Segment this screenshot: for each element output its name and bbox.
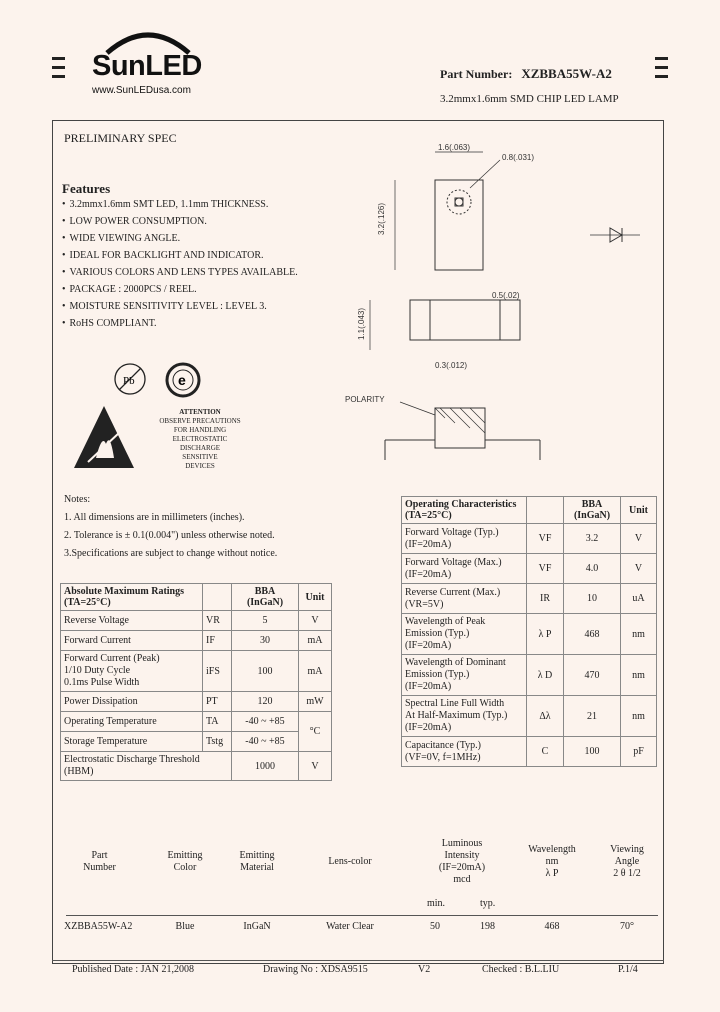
feature-item: • PACKAGE : 2000PCS / REEL. [62, 284, 362, 295]
esd-warning-icon [72, 404, 136, 470]
sel-header-typ: typ. [480, 898, 496, 909]
op-char-unit: V [621, 554, 657, 584]
note-item: 2. Tolerance is ± 0.1(0.004") unless otherwise noted. [64, 530, 275, 541]
sel-header-intensity: Luminous Intensity (IF=20mA) mcd [438, 838, 486, 885]
sunled-logo: SunLED [92, 50, 202, 82]
sel-header-color: Emitting Color [167, 850, 203, 873]
op-char-val: 468 [564, 614, 621, 655]
attention-line: FOR HANDLING [173, 426, 227, 434]
op-char-unit: pF [621, 737, 657, 767]
abs-max-unit: °C [299, 712, 332, 752]
abs-max-param: Storage Temperature [61, 732, 203, 752]
op-char-val: 3.2 [564, 524, 621, 554]
op-char-val: 100 [564, 737, 621, 767]
abs-max-unit: mA [299, 631, 332, 651]
footer-checked: Checked : B.L.LIU [482, 964, 560, 975]
sel-row-min: 50 [430, 921, 440, 932]
op-char-val: 21 [564, 696, 621, 737]
sel-row-part: XZBBA55W-A2 [64, 921, 133, 932]
notes-title: Notes: [64, 494, 91, 505]
abs-max-param: Forward Current (Peak) 1/10 Duty Cycle 0.1ms Pulse Width [61, 651, 203, 692]
feature-item: • LOW POWER CONSUMPTION. [62, 216, 362, 227]
op-char-param: Spectral Line Full Width At Half-Maximum (Typ.) (IF=20mA) [402, 696, 527, 737]
part-number-line [440, 66, 612, 82]
attention-line: ELECTROSTATIC [172, 435, 228, 443]
esd-attention-text [150, 408, 250, 471]
abs-max-unit: mA [299, 651, 332, 692]
footer-version: V2 [418, 964, 431, 975]
preliminary-label: PRELIMINARY SPEC [64, 131, 177, 145]
sel-header-min: min. [427, 898, 446, 909]
attention-line: DISCHARGE [179, 444, 221, 452]
feature-item: • IDEAL FOR BACKLIGHT AND INDICATOR. [62, 250, 362, 261]
op-char-sym: λ D [527, 655, 564, 696]
op-char-header-param: Operating Characteristics (TA=25°C) [402, 497, 527, 524]
op-char-table [401, 496, 657, 767]
features-title: Features [62, 181, 111, 196]
rohs-icon [165, 362, 201, 398]
dim-pad: 0.8(.031) [502, 153, 535, 162]
pb-text: Pb [123, 375, 135, 387]
abs-max-sym: Tstg [203, 732, 232, 752]
op-char-param: Forward Voltage (Typ.) (IF=20mA) [402, 524, 527, 554]
note-item: 3.Specifications are subject to change without notice. [64, 548, 278, 559]
attention-line: SENSITIVE [182, 453, 218, 461]
feature-item: • RoHS COMPLIANT. [62, 318, 362, 329]
notes [64, 491, 277, 563]
feature-item: • WIDE VIEWING ANGLE. [62, 233, 362, 244]
left-bars [52, 57, 65, 84]
abs-max-param: Forward Current [61, 631, 203, 651]
abs-max-val: -40 ~ +85 [232, 732, 299, 752]
abs-max-sym: TA [203, 712, 232, 732]
abs-max-sym: iFS [203, 651, 232, 692]
sel-header-wavelength: Wavelength nm λ P [528, 844, 576, 879]
abs-max-unit: V [299, 611, 332, 631]
abs-max-val: 120 [232, 692, 299, 712]
op-char-header-val: BBA (InGaN) [564, 497, 621, 524]
op-char-val: 470 [564, 655, 621, 696]
website-url[interactable]: www.SunLEDusa.com [92, 85, 191, 96]
feature-item: • 3.2mmx1.6mm SMT LED, 1.1mm THICKNESS. [62, 199, 362, 210]
sel-row-color: Blue [175, 921, 195, 932]
sel-row-typ: 198 [480, 921, 495, 932]
abs-max-unit: mW [299, 692, 332, 712]
pb-free-icon [113, 362, 147, 396]
attention-line: ATTENTION [179, 408, 221, 416]
feature-item: • VARIOUS COLORS AND LENS TYPES AVAILABLE. [62, 267, 362, 278]
abs-max-val: 5 [232, 611, 299, 631]
op-char-unit: nm [621, 614, 657, 655]
op-char-sym: Δλ [527, 696, 564, 737]
op-char-sym: IR [527, 584, 564, 614]
sel-header-angle: Viewing Angle 2 θ 1/2 [610, 844, 644, 879]
dim-thick: 1.1(.043) [357, 307, 366, 340]
abs-max-param: Operating Temperature [61, 712, 203, 732]
dim-b: 0.5(.02) [492, 291, 520, 300]
abs-max-val: 100 [232, 651, 299, 692]
right-bars [655, 57, 668, 84]
op-char-param: Forward Voltage (Max.) (IF=20mA) [402, 554, 527, 584]
sel-row-lens: Water Clear [326, 921, 374, 932]
product-description: 3.2mmx1.6mm SMD CHIP LED LAMP [440, 93, 619, 105]
abs-max-param: Power Dissipation [61, 692, 203, 712]
op-char-header-sym [527, 497, 564, 524]
attention-line: OBSERVE PRECAUTIONS [159, 417, 241, 425]
op-char-header-unit: Unit [621, 497, 657, 524]
abs-max-header-param: Absolute Maximum Ratings (TA=25°C) [61, 584, 203, 611]
feature-item: • MOISTURE SENSITIVITY LEVEL : LEVEL 3. [62, 301, 362, 312]
note-item: 1. All dimensions are in millimeters (inches). [64, 512, 245, 523]
abs-max-header-unit: Unit [299, 584, 332, 611]
sel-header-material: Emitting Material [239, 850, 275, 873]
op-char-param: Wavelength of Peak Emission (Typ.) (IF=20mA) [402, 614, 527, 655]
sel-divider [66, 915, 658, 916]
sel-header-lens: Lens-color [328, 856, 372, 867]
sel-row-material: InGaN [243, 921, 271, 932]
op-char-unit: uA [621, 584, 657, 614]
footer-page: P.1/4 [618, 964, 638, 975]
sel-header-part: Part Number [83, 850, 116, 873]
sel-row-wavelength: 468 [544, 921, 560, 932]
abs-max-unit: V [299, 752, 332, 781]
op-char-unit: nm [621, 655, 657, 696]
abs-max-val: 1000 [232, 752, 299, 781]
abs-max-param: Reverse Voltage [61, 611, 203, 631]
op-char-sym: VF [527, 524, 564, 554]
dim-top: 1.6(.063) [438, 143, 471, 152]
op-char-unit: nm [621, 696, 657, 737]
op-char-param: Reverse Current (Max.) (VR=5V) [402, 584, 527, 614]
rohs-text: e [178, 372, 186, 388]
abs-max-sym: PT [203, 692, 232, 712]
part-number-value: XZBBA55W-A2 [521, 66, 612, 81]
footer-published: Published Date : JAN 21,2008 [72, 964, 194, 975]
op-char-val: 10 [564, 584, 621, 614]
footer-drawing: Drawing No : XDSA9515 [263, 964, 368, 975]
selection-guide [52, 836, 664, 946]
abs-max-table [60, 583, 332, 781]
abs-max-param: Electrostatic Discharge Threshold (HBM) [61, 752, 232, 781]
op-char-param: Wavelength of Dominant Emission (Typ.) (IF=20mA) [402, 655, 527, 696]
abs-max-header-sym [203, 584, 232, 611]
op-char-sym: λ P [527, 614, 564, 655]
polarity-label: POLARITY [345, 395, 385, 404]
dim-side: 3.2(.126) [377, 202, 386, 235]
abs-max-val: 30 [232, 631, 299, 651]
footer-divider [52, 960, 664, 961]
abs-max-val: -40 ~ +85 [232, 712, 299, 732]
op-char-sym: VF [527, 554, 564, 584]
attention-line: DEVICES [185, 462, 215, 470]
op-char-unit: V [621, 524, 657, 554]
package-diagram [340, 140, 660, 470]
op-char-val: 4.0 [564, 554, 621, 584]
op-char-sym: C [527, 737, 564, 767]
abs-max-sym: VR [203, 611, 232, 631]
dim-c: 0.3(.012) [435, 361, 468, 370]
op-char-param: Capacitance (Typ.) (VF=0V, f=1MHz) [402, 737, 527, 767]
features-list [62, 199, 362, 335]
abs-max-header-val: BBA (InGaN) [232, 584, 299, 611]
sel-row-angle: 70° [620, 921, 634, 932]
part-number-label: Part Number: [440, 67, 513, 81]
abs-max-sym: IF [203, 631, 232, 651]
